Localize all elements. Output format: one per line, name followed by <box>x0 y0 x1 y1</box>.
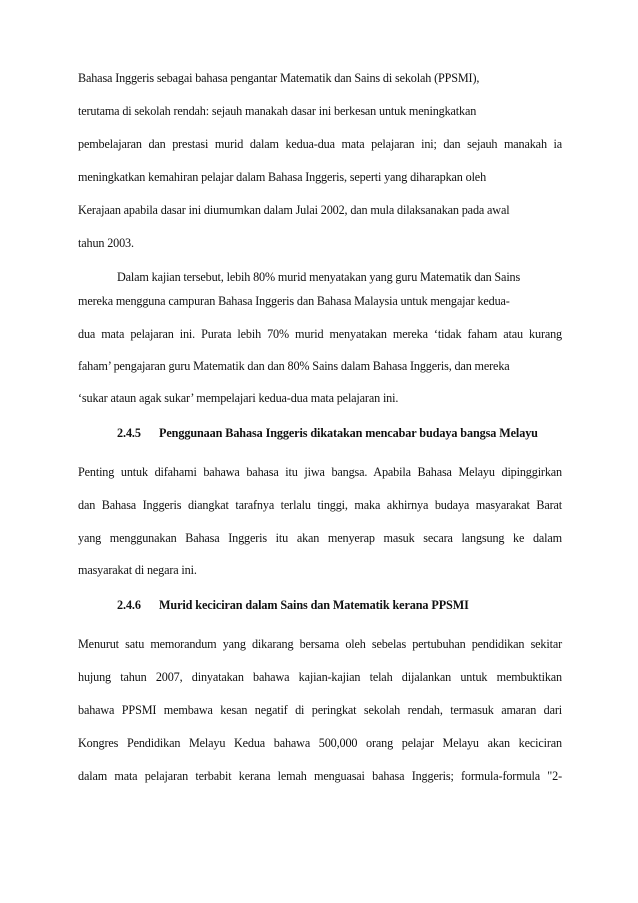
paragraph-2-line-2: mereka mengguna campuran Bahasa Inggeris dan Bahasa Malaysia untuk mengajar kedua- <box>78 294 510 308</box>
section-title: Penggunaan Bahasa Inggeris dikatakan mencabar budaya bangsa Melayu <box>159 426 538 440</box>
paragraph-1-line-1: Bahasa Inggeris sebagai bahasa pengantar Matematik dan Sains di sekolah (PPSMI), <box>78 71 480 85</box>
section-2-4-5-line-3: yang menggunakan Bahasa Inggeris itu akan menyerap masuk secara langsung ke dalam <box>78 531 562 545</box>
paragraph-2-line-5: ‘sukar ataun agak sukar’ mempelajari kedua-dua mata pelajaran ini. <box>78 391 399 405</box>
section-number: 2.4.5 <box>117 426 141 440</box>
paragraph-2-line-1: Dalam kajian tersebut, lebih 80% murid menyatakan yang guru Matematik dan Sains <box>117 270 521 284</box>
section-title: Murid keciciran dalam Sains dan Matematik kerana PPSMI <box>159 598 469 612</box>
paragraph-1-line-3: pembelajaran dan prestasi murid dalam kedua-dua mata pelajaran ini; dan sejauh manakah ia <box>78 137 562 151</box>
section-2-4-5-line-2: dan Bahasa Inggeris diangkat tarafnya terlalu tinggi, maka akhirnya budaya masyarakat Barat <box>78 498 562 512</box>
section-2-4-6-line-3: bahawa PPSMI membawa kesan negatif di peringkat sekolah rendah, termasuk amaran dari <box>78 703 562 717</box>
section-2-4-6-line-1: Menurut satu memorandum yang dikarang bersama oleh sebelas pertubuhan pendidikan sekitar <box>78 637 562 651</box>
section-2-4-6-line-2: hujung tahun 2007, dinyatakan bahawa kajian-kajian telah dijalankan untuk membuktikan <box>78 670 562 684</box>
paragraph-1-line-2: terutama di sekolah rendah: sejauh manakah dasar ini berkesan untuk meningkatkan <box>78 104 477 118</box>
section-2-4-6-line-4: Kongres Pendidikan Melayu Kedua bahawa 500,000 orang pelajar Melayu akan keciciran <box>78 736 562 750</box>
section-2-4-5-line-4: masyarakat di negara ini. <box>78 563 197 577</box>
section-2-4-6-line-5: dalam mata pelajaran terbabit kerana lemah menguasai bahasa Inggeris; formula-formula "2- <box>78 769 562 783</box>
paragraph-1-line-5: Kerajaan apabila dasar ini diumumkan dalam Julai 2002, dan mula dilaksanakan pada awal <box>78 203 510 217</box>
paragraph-1-line-6: tahun 2003. <box>78 236 134 250</box>
paragraph-2-line-4: faham’ pengajaran guru Matematik dan dan 80% Sains dalam Bahasa Inggeris, dan mereka <box>78 359 510 373</box>
paragraph-1-line-4: meningkatkan kemahiran pelajar dalam Bahasa Inggeris, seperti yang diharapkan oleh <box>78 170 487 184</box>
paragraph-2-line-3: dua mata pelajaran ini. Purata lebih 70% murid menyatakan mereka ‘tidak faham atau kurang <box>78 327 562 341</box>
section-2-4-5-line-1: Penting untuk difahami bahawa bahasa itu jiwa bangsa. Apabila Bahasa Melayu dipinggirkan <box>78 465 562 479</box>
section-number: 2.4.6 <box>117 598 141 612</box>
